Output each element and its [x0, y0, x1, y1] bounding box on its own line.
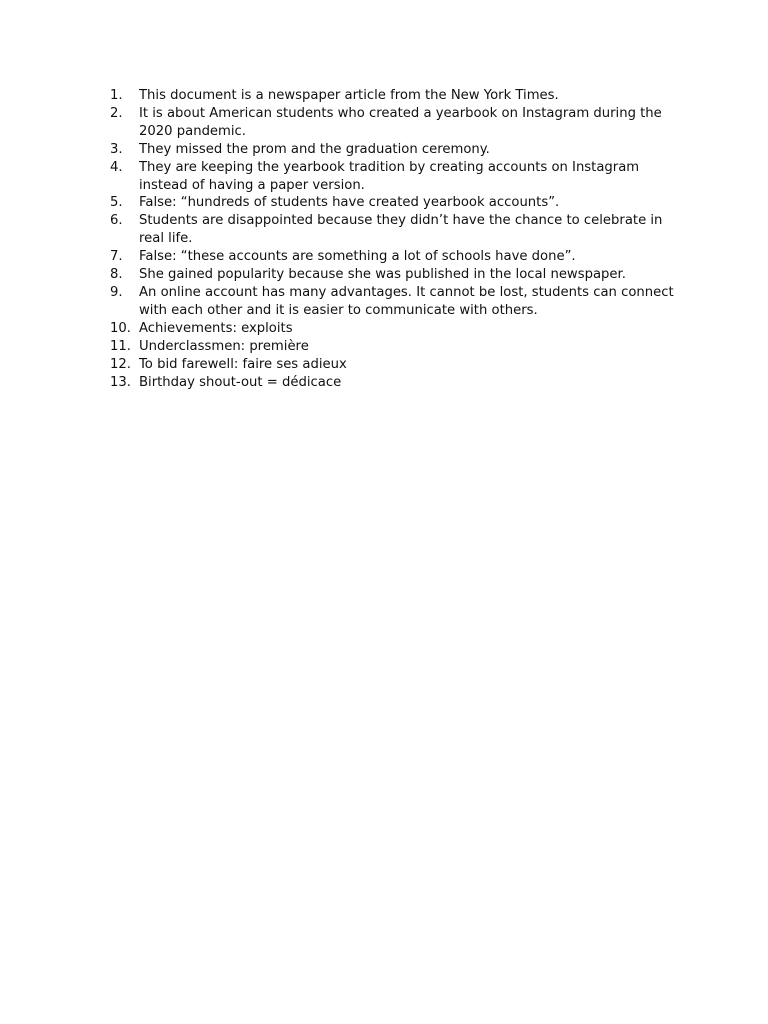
list-item-text: To bid farewell: faire ses adieux: [139, 356, 347, 372]
list-item-number: 13.: [110, 374, 131, 390]
list-item-text: Students are disappointed because they didn’t have the chance to celebrate in real life.: [139, 213, 663, 247]
list-item-text: They missed the prom and the graduation ceremony.: [139, 141, 490, 157]
list-item-text: An online account has many advantages. It cannot be lost, students can connect with each other and it is easier to communicate with others.: [139, 284, 674, 318]
list-item: [110, 141, 690, 159]
list-item: [110, 284, 690, 320]
list-item-text: Underclassmen: première: [139, 338, 309, 354]
list-item-text: She gained popularity because she was published in the local newspaper.: [139, 267, 626, 283]
list-item-text: It is about American students who created a yearbook on Instagram during the 2020 pandemic.: [139, 105, 662, 139]
list-item: [110, 356, 690, 374]
list-item-number: 9.: [110, 284, 123, 300]
list-item: [110, 159, 690, 195]
list-item-number: 3.: [110, 141, 123, 157]
list-item-text: False: “these accounts are something a lot of schools have done”.: [139, 249, 576, 265]
list-item: [110, 266, 690, 284]
list-item-number: 1.: [110, 88, 123, 103]
list-item-number: 5.: [110, 195, 123, 211]
list-item: [110, 320, 690, 338]
list-item: [110, 338, 690, 356]
list-item: [110, 248, 690, 266]
list-item-number: 10.: [110, 320, 131, 336]
list-item-number: 4.: [110, 159, 123, 175]
list-item: [110, 212, 690, 248]
list-item-text: Birthday shout-out = dédicace: [139, 374, 342, 390]
list-item: [110, 87, 690, 105]
list-item-number: 6.: [110, 213, 123, 229]
list-item-number: 11.: [110, 338, 131, 354]
list-item-number: 7.: [110, 249, 123, 265]
list-item-number: 2.: [110, 105, 123, 121]
list-item-text: Achievements: exploits: [139, 320, 293, 336]
list-item-text: False: “hundreds of students have created yearbook accounts”.: [139, 195, 560, 211]
list-item-text: This document is a newspaper article from the New York Times.: [139, 88, 559, 103]
list-item: [110, 194, 690, 212]
list-item: [110, 105, 690, 141]
answer-list: [110, 87, 690, 391]
list-item-number: 12.: [110, 356, 131, 372]
list-item-number: 8.: [110, 267, 123, 283]
list-item-text: They are keeping the yearbook tradition by creating accounts on Instagram instead of having a paper version.: [139, 159, 640, 193]
list-item: [110, 374, 690, 392]
